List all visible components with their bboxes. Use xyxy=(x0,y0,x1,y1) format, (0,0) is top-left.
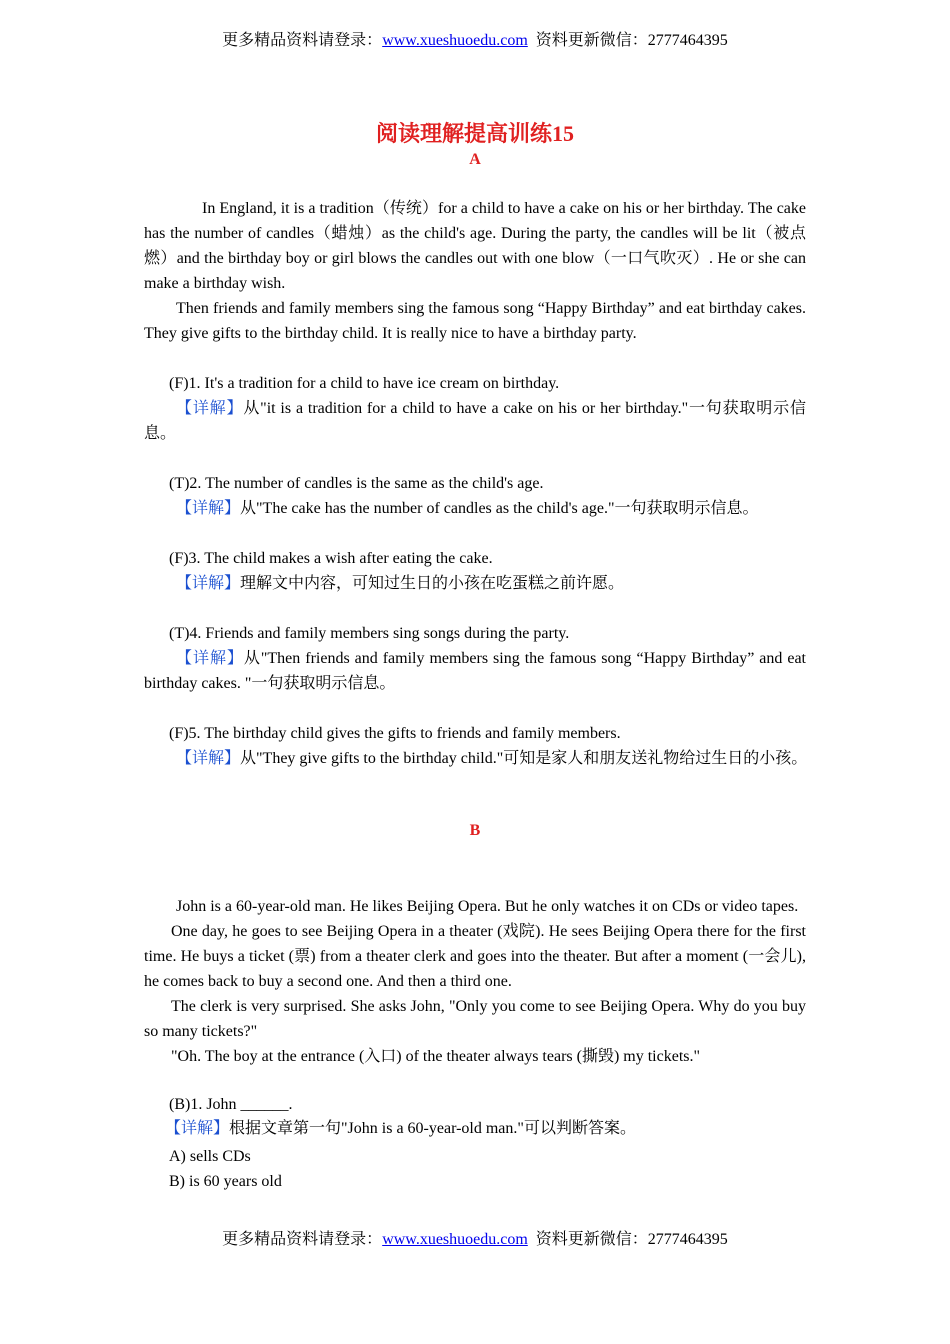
explanation-b1 xyxy=(144,1116,806,1141)
passage-paragraph: One day, he goes to see Beijing Opera in a theater (戏院). He sees Beijing Opera there for the first time. He buys a ticket (票) from a theater clerk and goes into the theater. But after a moment (一会儿), he comes back to buy a second one. And then a third one. xyxy=(144,923,806,990)
question-4: (T)4. Friends and family members sing songs during the party. xyxy=(169,625,570,642)
section-a-content xyxy=(144,196,806,771)
option-b: B) is 60 years old xyxy=(169,1173,282,1190)
explanation-tag: 【详解】 xyxy=(176,500,241,517)
question-3: (F)3. The child makes a wish after eating the cake. xyxy=(169,550,493,567)
explanation-tag: 【详解】 xyxy=(176,650,244,667)
explanation-text: 从"it is a tradition for a child to have a cake on his or her birthday."一句获取明示信息。 xyxy=(144,400,806,442)
passage-paragraph: The clerk is very surprised. She asks John, "Only you come to see Beijing Opera. Why do you buy so many tickets?" xyxy=(144,998,806,1040)
explanation-4 xyxy=(144,646,806,696)
question-1: (F)1. It's a tradition for a child to have ice cream on birthday. xyxy=(169,375,560,392)
header-url-link[interactable]: www.xueshuoedu.com xyxy=(382,32,528,49)
question-2: (T)2. The number of candles is the same as the child's age. xyxy=(169,475,544,492)
section-b-content xyxy=(144,894,806,1194)
passage-paragraph: In England, it is a tradition（传统）for a child to have a cake on his or her birthday. The cake has the number of candles（蜡烛）as the child's age. During the party, the candles will be lit（被点燃）and the birthday boy or girl blows the candles out with one blow（一口气吹灭）. He or she can make a birthday wish. xyxy=(144,200,806,292)
explanation-tag: 【详解】 xyxy=(176,750,241,767)
explanation-2 xyxy=(144,496,806,521)
option-a: A) sells CDs xyxy=(169,1148,251,1165)
explanation-text: 理解文中内容，可知过生日的小孩在吃蛋糕之前许愿。 xyxy=(240,575,625,592)
explanation-tag: 【详解】 xyxy=(165,1120,230,1137)
passage-paragraph: John is a 60-year-old man. He likes Beijing Opera. But he only watches it on CDs or video tapes. xyxy=(176,898,799,915)
page-footer xyxy=(0,1230,950,1250)
page-title: 阅读理解提高训练15 xyxy=(375,121,574,146)
section-a-heading: A xyxy=(469,151,481,168)
question-b1: (B)1. John ______. xyxy=(169,1096,293,1113)
explanation-1 xyxy=(144,396,806,446)
explanation-text: 从"They give gifts to the birthday child."可知是家人和朋友送礼物给过生日的小孩。 xyxy=(240,750,808,767)
explanation-text: 从"Then friends and family members sing the famous song “Happy Birthday” and eat birthday cakes. "一句获取明示信息。 xyxy=(144,650,806,692)
passage-paragraph: Then friends and family members sing the famous song “Happy Birthday” and eat birthday cakes. They give gifts to the birthday child. It is really nice to have a birthday party. xyxy=(144,300,806,342)
explanation-text: 根据文章第一句"John is a 60-year-old man."可以判断答案。 xyxy=(229,1120,636,1137)
footer-url-link[interactable]: www.xueshuoedu.com xyxy=(382,1231,528,1248)
section-b-heading: B xyxy=(469,822,481,839)
explanation-5 xyxy=(144,746,806,771)
explanation-text: 从"The cake has the number of candles as the child's age."一句获取明示信息。 xyxy=(240,500,759,517)
question-5: (F)5. The birthday child gives the gifts to friends and family members. xyxy=(169,725,621,742)
explanation-3 xyxy=(144,571,806,596)
footer-suffix: 资料更新微信：2777464395 xyxy=(535,1231,728,1248)
footer-prefix: 更多精品资料请登录： xyxy=(222,1231,383,1248)
passage-paragraph: "Oh. The boy at the entrance (入口) of the theater always tears (撕毁) my tickets." xyxy=(171,1048,701,1065)
header-prefix: 更多精品资料请登录： xyxy=(222,32,383,49)
header-suffix: 资料更新微信：2777464395 xyxy=(535,32,728,49)
explanation-tag: 【详解】 xyxy=(176,575,241,592)
explanation-tag: 【详解】 xyxy=(176,400,244,417)
page-header xyxy=(0,31,950,51)
